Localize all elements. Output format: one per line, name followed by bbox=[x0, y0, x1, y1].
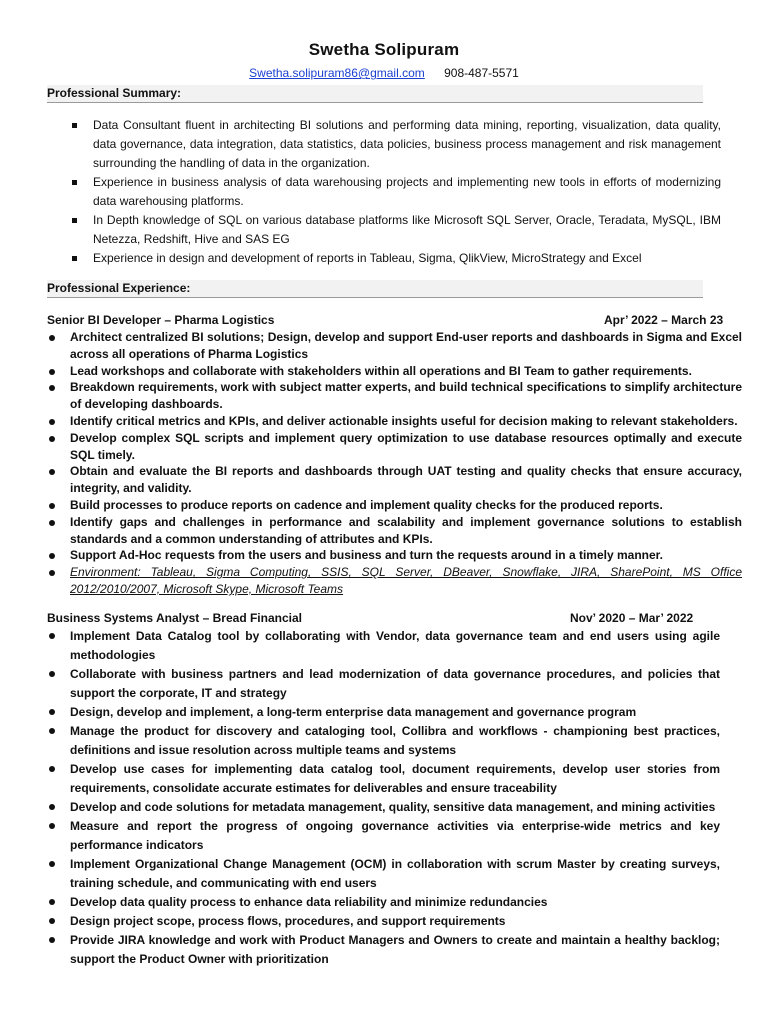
job-title: Senior BI Developer – Pharma Logistics bbox=[47, 313, 275, 327]
job-header bbox=[47, 609, 720, 627]
bullet-icon bbox=[49, 503, 55, 509]
job-entry bbox=[47, 311, 742, 598]
bullet-icon bbox=[49, 823, 55, 829]
experience-heading: Professional Experience: bbox=[47, 280, 703, 298]
job-entry bbox=[47, 609, 720, 969]
candidate-name: Swetha Solipuram bbox=[308, 40, 460, 59]
bullet-icon bbox=[49, 553, 55, 559]
summary-list bbox=[47, 116, 721, 268]
job-bullet: Build processes to produce reports on cadence and implement quality checks for the produced reports. bbox=[47, 497, 742, 514]
job-bullet: Identify critical metrics and KPIs, and deliver actionable insights useful for decision making to relevant stakeholders. bbox=[47, 413, 742, 430]
summary-item: Data Consultant fluent in architecting BI solutions and performing data mining, reporting, visualization, data quality, data governance, data integration, data statistics, data policies, business process management and risk management surrounding the handling of data in the organization. bbox=[47, 116, 721, 173]
job-bullet: Architect centralized BI solutions; Design, develop and support End-user reports and dashboards in Sigma and Excel across all operations of Pharma Logistics bbox=[47, 329, 742, 363]
environment-text: Environment: Tableau, Sigma Computing, SSIS, SQL Server, DBeaver, Snowflake, JIRA, SharePoint, MS Office 2012/2010/2007, Microsoft Skype, Microsoft Teams bbox=[70, 565, 742, 596]
job-dates: Nov’ 2020 – Mar’ 2022 bbox=[570, 611, 694, 625]
job-bullet: Implement Organizational Change Management (OCM) in collaboration with scrum Master by creating surveys, training schedule, and communicating with end users bbox=[47, 855, 720, 893]
job-title: Business Systems Analyst – Bread Financial bbox=[47, 611, 302, 625]
summary-item: Experience in business analysis of data warehousing projects and implementing new tools in efforts of modernizing data warehousing platforms. bbox=[47, 173, 721, 211]
job-bullet: Develop data quality process to enhance data reliability and minimize redundancies bbox=[47, 893, 720, 912]
bullet-icon bbox=[49, 804, 55, 810]
bullet-icon bbox=[49, 861, 55, 867]
square-bullet-icon bbox=[72, 123, 77, 128]
job-bullet-list bbox=[47, 627, 720, 969]
bullet-icon bbox=[49, 369, 55, 375]
bullet-icon bbox=[49, 671, 55, 677]
summary-item: In Depth knowledge of SQL on various database platforms like Microsoft SQL Server, Oracle, Teradata, MySQL, IBM Netezza, Redshift, Hive and SAS EG bbox=[47, 211, 721, 249]
job-bullet: Design, develop and implement, a long-term enterprise data management and governance program bbox=[47, 703, 720, 722]
bullet-icon bbox=[49, 709, 55, 715]
job-bullet: Breakdown requirements, work with subject matter experts, and build technical specifications to simplify architecture of developing dashboards. bbox=[47, 379, 742, 413]
bullet-icon bbox=[49, 918, 55, 924]
job-bullet: Collaborate with business partners and lead modernization of data governance procedures, and policies that support the corporate, IT and strategy bbox=[47, 665, 720, 703]
job-bullet: Measure and report the progress of ongoing governance activities via enterprise-wide metrics and key performance indicators bbox=[47, 817, 720, 855]
bullet-icon bbox=[49, 937, 55, 943]
bullet-icon bbox=[49, 469, 55, 475]
job-header bbox=[47, 311, 742, 329]
bullet-icon bbox=[49, 436, 55, 442]
bullet-icon bbox=[49, 728, 55, 734]
bullet-icon bbox=[49, 335, 55, 341]
job-dates: Apr’ 2022 – March 23 bbox=[604, 313, 724, 327]
summary-heading: Professional Summary: bbox=[47, 85, 703, 103]
square-bullet-icon bbox=[72, 180, 77, 185]
square-bullet-icon bbox=[72, 256, 77, 261]
job-bullet: Manage the product for discovery and cataloging tool, Collibra and workflows - championing best practices, definitions and issue resolution across multiple teams and systems bbox=[47, 722, 720, 760]
job-bullet: Identify gaps and challenges in performance and scalability and implement governance solutions to establish standards and a common understanding of attributes and KPIs. bbox=[47, 514, 742, 548]
summary-item: Experience in design and development of reports in Tableau, Sigma, QlikView, MicroStrategy and Excel bbox=[47, 249, 721, 268]
job-bullet: Provide JIRA knowledge and work with Product Managers and Owners to create and maintain a healthy backlog; support the Product Owner with prioritization bbox=[47, 931, 720, 969]
bullet-icon bbox=[49, 766, 55, 772]
job-bullet: Design project scope, process flows, procedures, and support requirements bbox=[47, 912, 720, 931]
bullet-icon bbox=[49, 385, 55, 391]
job-bullet: Obtain and evaluate the BI reports and dashboards through UAT testing and quality checks that ensure accuracy, integrity, and validity. bbox=[47, 463, 742, 497]
job-bullet: Implement Data Catalog tool by collaborating with Vendor, data governance team and end users using agile methodologies bbox=[47, 627, 720, 665]
job-bullet: Lead workshops and collaborate with stakeholders within all operations and BI Team to gather requirements. bbox=[47, 363, 742, 380]
contact-line bbox=[0, 66, 768, 80]
bullet-icon bbox=[49, 633, 55, 639]
job-bullet: Develop and code solutions for metadata management, quality, sensitive data management, and mining activities bbox=[47, 798, 720, 817]
bullet-icon bbox=[49, 520, 55, 526]
job-bullet: Support Ad-Hoc requests from the users and business and turn the requests around in a timely manner. bbox=[47, 547, 742, 564]
square-bullet-icon bbox=[72, 218, 77, 223]
email-link[interactable]: Swetha.solipuram86@gmail.com bbox=[249, 66, 425, 80]
job-bullet: Develop complex SQL scripts and implement query optimization to use database resources optimally and execute SQL timely. bbox=[47, 430, 742, 464]
job-bullet bbox=[47, 564, 742, 598]
job-bullet-list bbox=[47, 329, 742, 598]
bullet-icon bbox=[49, 899, 55, 905]
bullet-icon bbox=[49, 419, 55, 425]
bullet-icon bbox=[49, 570, 55, 576]
job-bullet: Develop use cases for implementing data catalog tool, document requirements, develop user stories from requirements, consolidate accurate estimates for deliverables and ensure traceability bbox=[47, 760, 720, 798]
phone-number: 908-487-5571 bbox=[444, 66, 519, 80]
